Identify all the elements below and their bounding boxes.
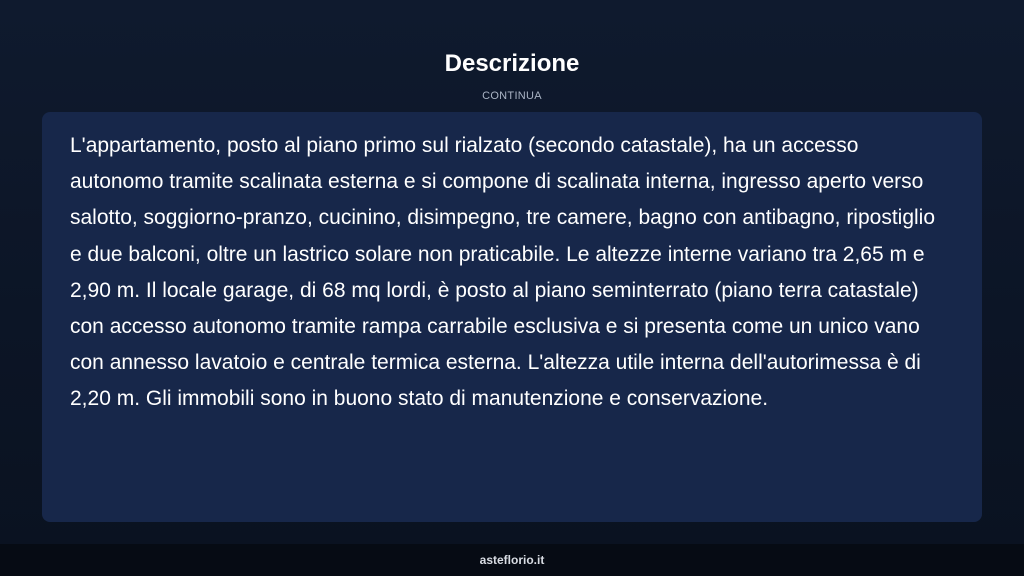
site-name: asteflorio.it xyxy=(479,553,545,567)
description-text: L'appartamento, posto al piano primo sul rialzato (secondo catastale), ha un accesso autonomo tramite scalinata esterna e si compone di scalinata interna, ingresso aperto verso salotto, soggiorno-pranzo, cucinino, disimpegno, tre camere, bagno con antibagno, ripostiglio e due balconi, oltre un lastrico solare non praticabile. Le altezze interne variano tra 2,65 m e 2,90 m. Il locale garage, di 68 mq lordi, è posto al piano seminterrato (piano terra catastale) con accesso autonomo tramite rampa carrabile esclusiva e si presenta come un unico vano con annesso lavatoio e centrale termica esterna. L'altezza utile interna dell'autorimessa è di 2,20 m. Gli immobili sono in buono stato di manutenzione e conservazione. xyxy=(70,134,936,411)
continua-label: CONTINUA xyxy=(482,90,542,102)
page-title: Descrizione xyxy=(444,50,580,77)
footer-bar xyxy=(0,544,1024,576)
description-card xyxy=(42,112,982,522)
